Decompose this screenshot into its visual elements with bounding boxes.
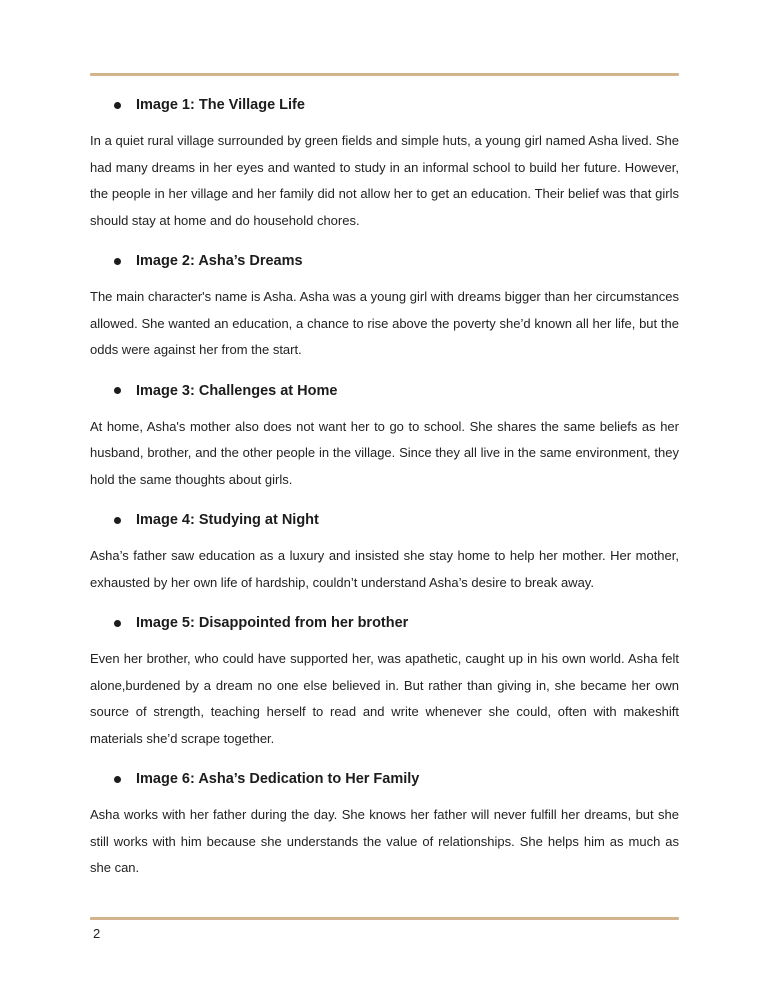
section-heading-text: Image 5: Disappointed from her brother: [136, 615, 409, 631]
section-body: In a quiet rural village surrounded by green fields and simple huts, a young girl named Asha lived. She had many dreams in her eyes and wanted to study in an informal school to build her future. However, the people in her village and her family did not allow her to get an education. Their belief was that girls should stay at home and do household chores.: [90, 133, 679, 228]
section-body: Even her brother, who could have supported her, was apathetic, caught up in his own world. Asha felt alone,burdened by a dream no one else believed in. But rather than giving in, she became her own source of strength, teaching herself to read and write whenever she could, often with makeshift materials she’d scrape together.: [90, 651, 679, 746]
section-heading: [90, 92, 679, 118]
section-village-life: [90, 92, 679, 234]
section-heading-text: Image 4: Studying at Night: [136, 512, 319, 528]
bullet-icon: [114, 102, 121, 109]
section-dedication-family: [90, 766, 679, 882]
document-content: [90, 92, 679, 896]
section-heading: [90, 507, 679, 533]
section-heading: [90, 378, 679, 404]
page-number: 2: [93, 926, 101, 941]
section-body: The main character's name is Asha. Asha was a young girl with dreams bigger than her circumstances allowed. She wanted an education, a chance to rise above the poverty she’d known all her life, but the odds were against her from the start.: [90, 289, 679, 357]
header-rule: [90, 73, 679, 76]
section-heading: [90, 610, 679, 636]
section-heading-text: Image 3: Challenges at Home: [136, 382, 338, 399]
section-heading: [90, 248, 679, 274]
section-body: Asha’s father saw education as a luxury and insisted she stay home to help her mother. Her mother, exhausted by her own life of hardship, couldn’t understand Asha’s desire to break away.: [90, 548, 679, 590]
section-studying-at-night: [90, 507, 679, 596]
section-challenges-at-home: [90, 378, 679, 494]
section-heading-text: Image 1: The Village Life: [136, 97, 305, 113]
bullet-icon: [114, 620, 121, 627]
footer-rule: [90, 917, 679, 920]
bullet-icon: [114, 776, 121, 783]
section-body: Asha works with her father during the day. She knows her father will never fulfill her dreams, but she still works with him because she understands the value of relationships. She helps him as much as she can.: [90, 807, 679, 875]
section-ashas-dreams: [90, 248, 679, 364]
section-heading-text: Image 2: Asha’s Dreams: [136, 253, 303, 269]
section-disappointed-brother: [90, 610, 679, 752]
bullet-icon: [114, 387, 121, 394]
bullet-icon: [114, 517, 121, 524]
bullet-icon: [114, 258, 121, 265]
section-heading: [90, 766, 679, 792]
section-heading-text: Image 6: Asha’s Dedication to Her Family: [136, 771, 420, 787]
section-body: At home, Asha's mother also does not want her to go to school. She shares the same beliefs as her husband, brother, and the other people in the village. Since they all live in the same environment, they hold the same thoughts about girls.: [90, 418, 679, 487]
